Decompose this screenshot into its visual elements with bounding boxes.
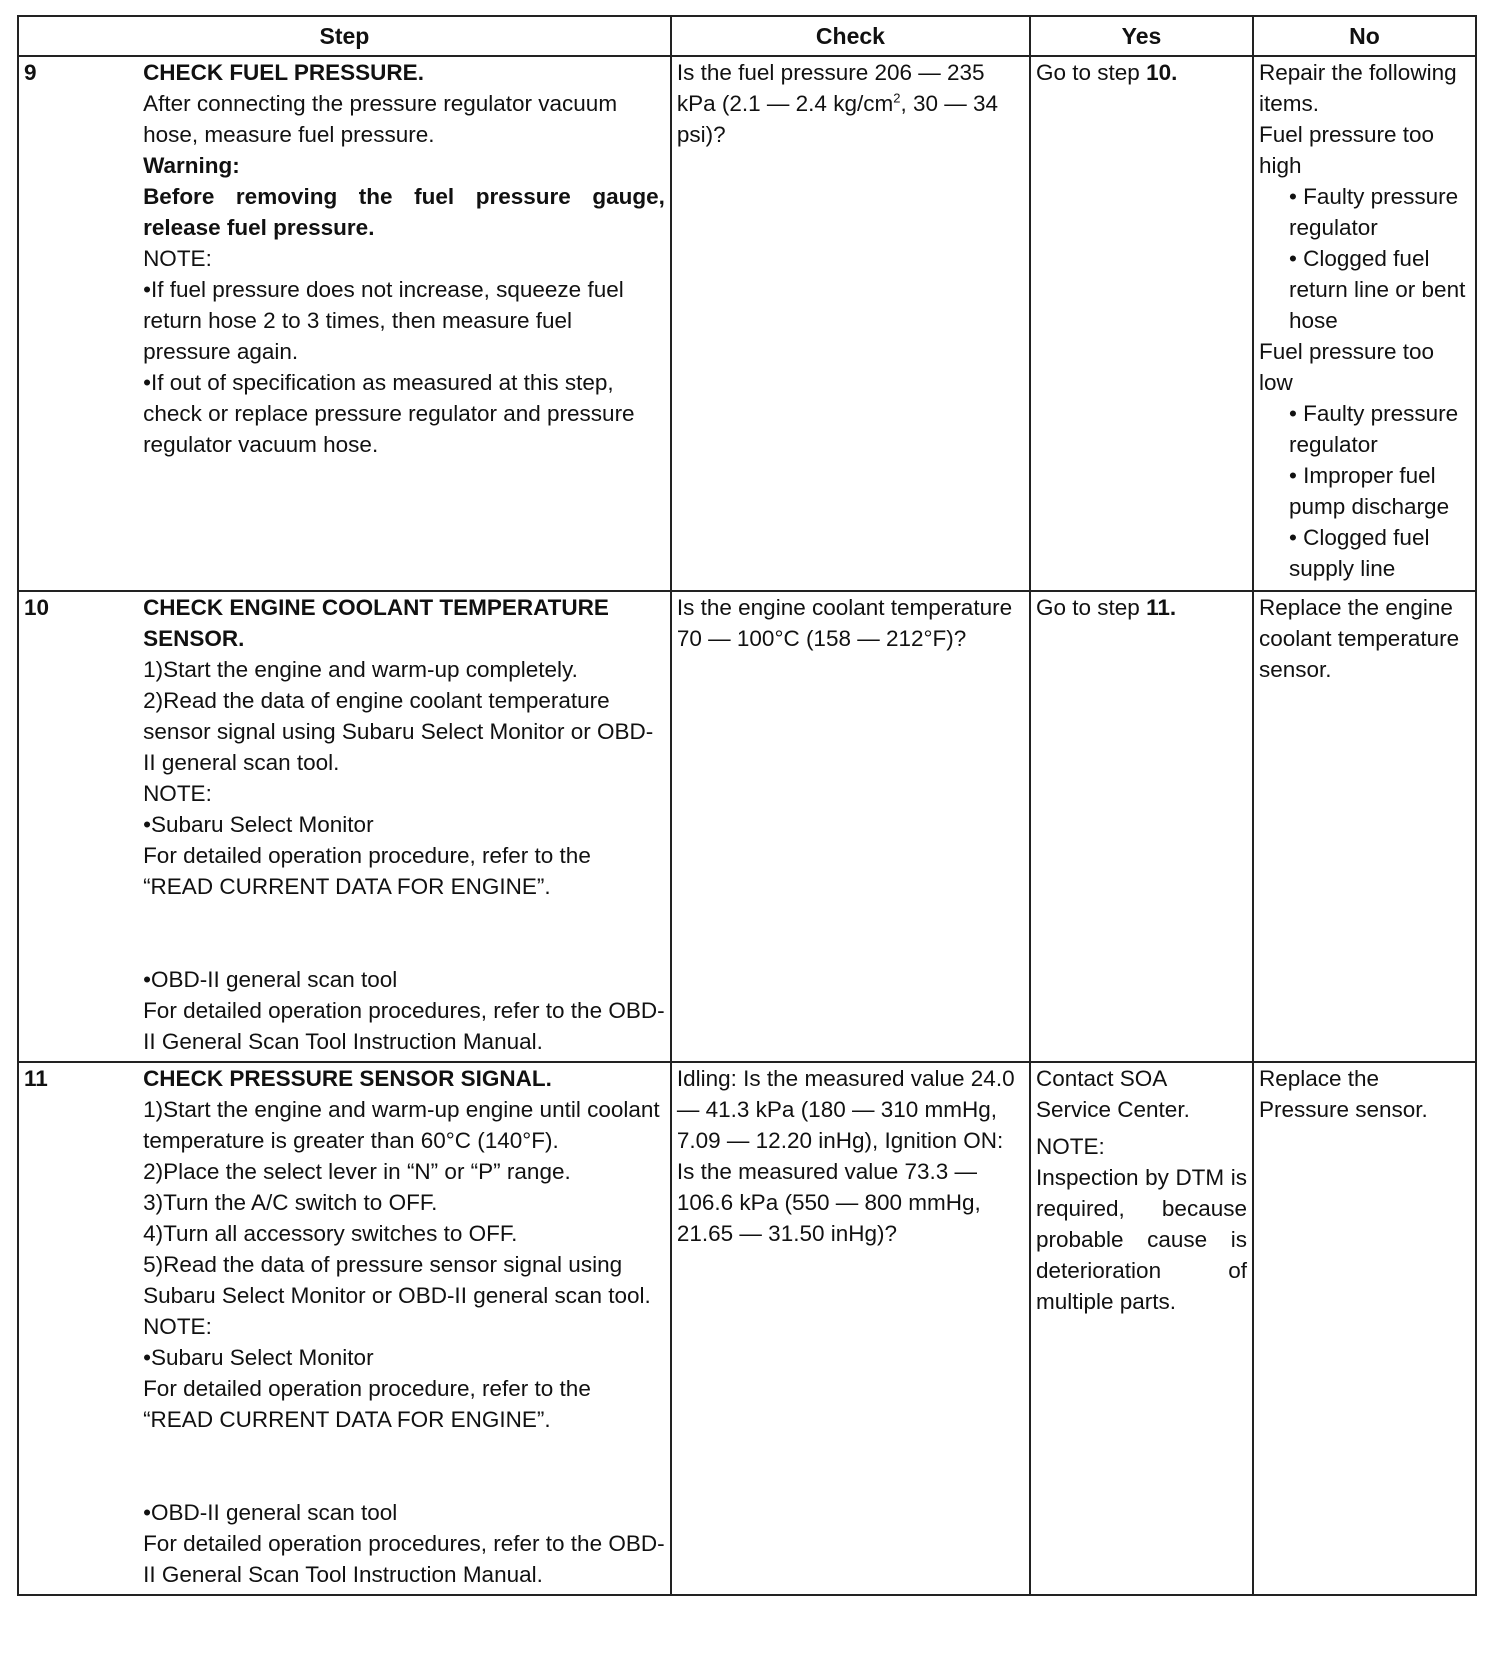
step-number: 9: [18, 56, 138, 591]
step-cell: [138, 591, 671, 1062]
procedure-step: 3)Turn the A/C switch to OFF.: [143, 1190, 438, 1215]
diagnostic-table: [17, 15, 1477, 1596]
yes-prefix: Go to step: [1036, 595, 1147, 620]
check-cell: Idling: Is the measured value 24.0 — 41.3 kPa (180 — 310 mmHg, 7.09 — 12.20 inHg), Ignition ON: Is the measured value 73.3 — 106.6 kPa (550 — 800 mmHg, 21.65 — 31.50 inHg)?: [671, 1062, 1030, 1595]
no-heading-low: Fuel pressure too low: [1258, 339, 1435, 395]
note-label: NOTE:: [143, 1314, 212, 1339]
note-label: NOTE:: [143, 246, 212, 271]
yes-cell: [1030, 591, 1253, 1062]
step-intro: After connecting the pressure regulator vacuum hose, measure fuel pressure.: [143, 91, 618, 147]
check-text: Is the fuel pressure 206 — 235 kPa (2.1 — 2.4 kg/cm: [676, 60, 985, 116]
no-cell: Replace the engine coolant temperature sensor.: [1253, 591, 1476, 1062]
step-number: 11: [18, 1062, 138, 1595]
procedure-step: 1)Start the engine and warm-up completely.: [143, 657, 578, 682]
note-ssm-text: For detailed operation procedure, refer to the “READ CURRENT DATA FOR ENGINE”.: [143, 1376, 591, 1432]
yes-step-ref: 10.: [1146, 60, 1178, 85]
procedure-step: 2)Read the data of engine coolant temperature sensor signal using Subaru Select Monitor or OBD-II general scan tool.: [143, 688, 654, 775]
warning-label: Warning:: [143, 153, 240, 178]
header-step: Step: [18, 16, 671, 56]
no-cell: Replace the Pressure sensor.: [1253, 1062, 1476, 1595]
yes-step-ref: 11.: [1146, 595, 1177, 620]
check-superscript: 2: [893, 90, 901, 106]
yes-note-label: NOTE:: [1036, 1134, 1105, 1159]
yes-text: Contact SOA Service Center.: [1036, 1066, 1190, 1122]
procedure-step: 2)Place the select lever in “N” or “P” range.: [143, 1159, 571, 1184]
header-yes: Yes: [1030, 16, 1253, 56]
no-item: • Faulty pressure regulator: [1288, 184, 1459, 240]
check-cell: Is the engine coolant temperature 70 — 100°C (158 — 212°F)?: [671, 591, 1030, 1062]
step-cell: [138, 1062, 671, 1595]
yes-cell: [1030, 56, 1253, 591]
no-item: • Faulty pressure regulator: [1288, 401, 1459, 457]
step-number: 10: [18, 591, 138, 1062]
note-ssm-label: •Subaru Select Monitor: [143, 812, 374, 837]
yes-prefix: Go to step: [1036, 60, 1147, 85]
no-item: • Clogged fuel return line or bent hose: [1288, 246, 1466, 333]
no-item: • Improper fuel pump discharge: [1288, 463, 1450, 519]
step-title: CHECK PRESSURE SENSOR SIGNAL.: [143, 1066, 552, 1091]
note-obd-text: For detailed operation procedures, refer to the OBD-II General Scan Tool Instruction Manual.: [143, 998, 665, 1054]
no-item: • Clogged fuel supply line: [1288, 525, 1430, 581]
table-row: [18, 56, 1476, 591]
no-intro: Repair the following items.: [1258, 60, 1457, 116]
yes-cell: [1030, 1062, 1253, 1595]
note-obd-text: For detailed operation procedures, refer to the OBD-II General Scan Tool Instruction Manual.: [143, 1531, 665, 1587]
note-item: •If out of specification as measured at this step, check or replace pressure regulator and pressure regulator vacuum hose.: [143, 370, 635, 457]
header-no: No: [1253, 16, 1476, 56]
step-title: CHECK ENGINE COOLANT TEMPERATURE SENSOR.: [143, 595, 609, 651]
table-row: [18, 1062, 1476, 1595]
check-cell: [671, 56, 1030, 591]
note-label: NOTE:: [143, 781, 212, 806]
note-obd-label: •OBD-II general scan tool: [143, 1500, 398, 1525]
procedure-step: 4)Turn all accessory switches to OFF.: [143, 1221, 518, 1246]
procedure-step: 1)Start the engine and warm-up engine until coolant temperature is greater than 60°C (140°F).: [143, 1097, 660, 1153]
procedure-step: 5)Read the data of pressure sensor signal using Subaru Select Monitor or OBD-II general scan tool.: [143, 1252, 651, 1308]
note-obd-label: •OBD-II general scan tool: [143, 967, 398, 992]
table-row: [18, 591, 1476, 1062]
check-text-end: , 30 — 34 psi)?: [676, 91, 999, 147]
note-ssm-label: •Subaru Select Monitor: [143, 1345, 374, 1370]
header-check: Check: [671, 16, 1030, 56]
no-cell: [1253, 56, 1476, 591]
warning-text: Before removing the fuel pressure gauge, release fuel pressure.: [143, 184, 665, 240]
step-cell: [138, 56, 671, 591]
note-item: •If fuel pressure does not increase, squeeze fuel return hose 2 to 3 times, then measure fuel pressure again.: [143, 277, 624, 364]
note-ssm-text: For detailed operation procedure, refer to the “READ CURRENT DATA FOR ENGINE”.: [143, 843, 591, 899]
step-title: CHECK FUEL PRESSURE.: [143, 60, 424, 85]
no-heading-high: Fuel pressure too high: [1258, 122, 1435, 178]
yes-note-text: Inspection by DTM is required, because probable cause is deterioration of multiple parts.: [1036, 1165, 1247, 1314]
header-row: [18, 16, 1476, 56]
